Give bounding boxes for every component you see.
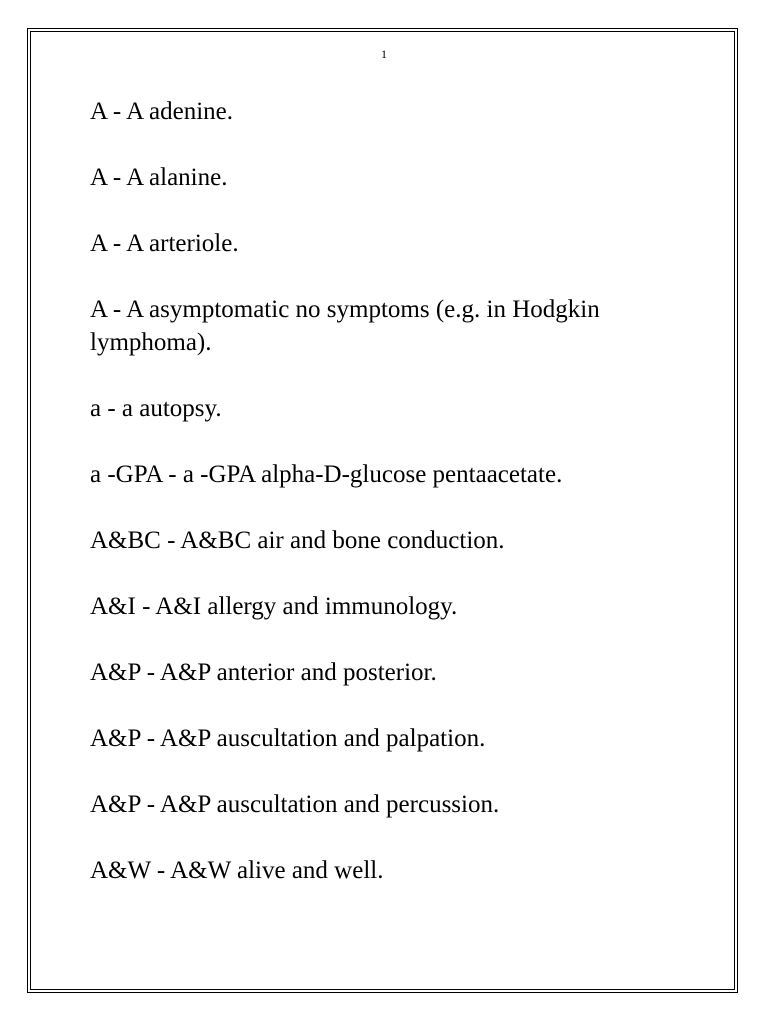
list-item: A - A arteriole. — [90, 230, 239, 257]
list-item: a -GPA - a -GPA alpha-D-glucose pentaacetate. — [90, 461, 563, 488]
abbreviation-list — [90, 95, 710, 920]
list-item: A&BC - A&BC air and bone conduction. — [90, 527, 505, 554]
list-item: A&W - A&W alive and well. — [90, 857, 384, 884]
list-item: A - A alanine. — [90, 164, 228, 191]
list-item: A - A adenine. — [90, 98, 234, 125]
list-item: A&P - A&P auscultation and palpation. — [90, 725, 486, 752]
list-item: A&I - A&I allergy and immunology. — [90, 593, 458, 620]
list-item: a - a autopsy. — [90, 395, 222, 422]
list-item: A&P - A&P anterior and posterior. — [90, 659, 437, 686]
page-number: 1 — [381, 47, 387, 61]
list-item: A - A asymptomatic no symptoms (e.g. in Hodgkin lymphoma). — [90, 296, 600, 356]
list-item: A&P - A&P auscultation and percussion. — [90, 791, 500, 818]
